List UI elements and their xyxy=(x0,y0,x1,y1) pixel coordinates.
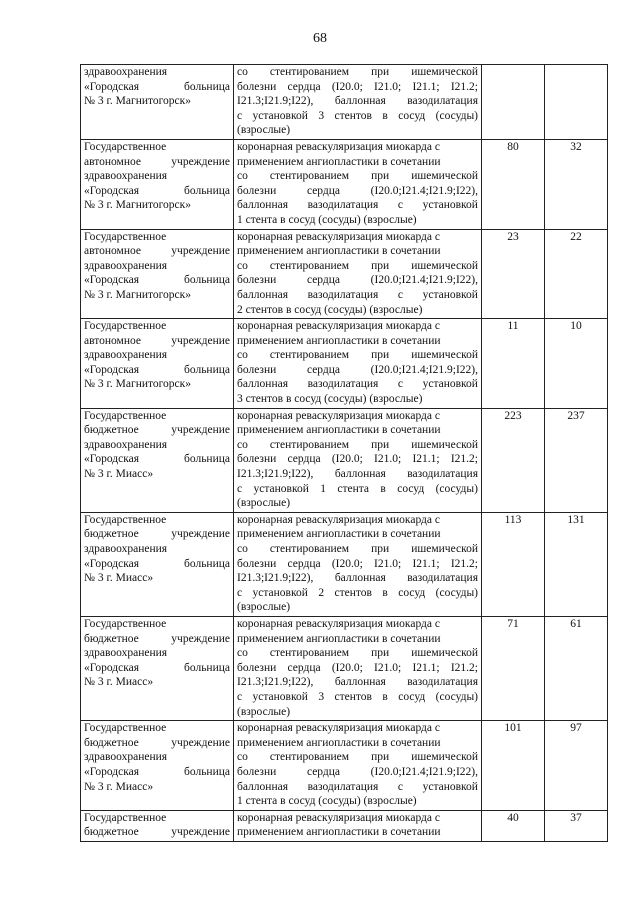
procedure-line xyxy=(237,586,478,601)
procedure-line: 1 стента в сосуд (сосуды) (взрослые) xyxy=(237,213,417,226)
procedure-cell xyxy=(234,319,482,409)
word: ишемической xyxy=(411,751,478,764)
procedure-line xyxy=(237,542,478,557)
word: (I20.0;I21.4;I21.9;I22), xyxy=(370,274,478,287)
word: с xyxy=(397,199,403,212)
word: I21.1; xyxy=(412,557,440,570)
table-row xyxy=(81,319,608,409)
word: I21.3;I21.9;I22), xyxy=(237,468,314,481)
procedure-line xyxy=(237,80,478,95)
organization-line xyxy=(84,825,230,840)
organization-cell xyxy=(81,408,234,512)
word: вазодилатация xyxy=(307,199,379,212)
word: бюджетное xyxy=(84,424,139,437)
word: сосуд xyxy=(398,690,426,703)
organization-cell xyxy=(81,810,234,841)
word: I21.3;I21.9;I22), xyxy=(237,572,314,585)
word: «Городская xyxy=(84,453,140,466)
organization-line xyxy=(84,557,230,572)
word: стентированием xyxy=(269,751,350,764)
word: больница xyxy=(184,363,230,376)
organization-cell xyxy=(81,512,234,616)
procedure-line: коронарная реваскуляризация миокарда с xyxy=(237,140,440,153)
word: учреждение xyxy=(171,632,230,645)
document-table xyxy=(80,64,608,842)
word: с xyxy=(237,109,243,122)
word: вазодилатация xyxy=(407,572,478,585)
word: (сосуды) xyxy=(435,109,478,122)
word: ишемической xyxy=(411,647,478,660)
word: автономное xyxy=(84,155,141,168)
procedure-line: применением ангиопластики в сочетании xyxy=(237,826,441,839)
word: в xyxy=(382,690,388,703)
word: со xyxy=(237,751,248,764)
procedure-line xyxy=(237,646,478,661)
word: при xyxy=(371,259,390,272)
table-row xyxy=(81,65,608,140)
word: баллонная xyxy=(237,199,288,212)
word: больница xyxy=(184,765,230,778)
word: в xyxy=(380,482,386,495)
word: I21.3;I21.9;I22), xyxy=(237,95,314,108)
procedure-cell xyxy=(234,408,482,512)
organization-line: здравоохранения xyxy=(84,751,168,764)
organization-line: Государственное xyxy=(84,409,167,422)
organization-line: Государственное xyxy=(84,230,167,243)
organization-line: Государственное xyxy=(84,513,167,526)
word: 1 xyxy=(320,482,326,495)
organization-line xyxy=(84,244,230,259)
procedure-line: коронарная реваскуляризация миокарда с xyxy=(237,513,440,526)
procedure-line xyxy=(237,259,478,274)
word: I21.0; xyxy=(374,80,402,93)
procedure-line: (взрослые) xyxy=(237,124,291,137)
value-cell-1 xyxy=(482,65,545,140)
word: вазодилатация xyxy=(307,780,379,793)
word: «Городская xyxy=(84,274,140,287)
word: стентов xyxy=(334,690,372,703)
word: при xyxy=(371,349,390,362)
organization-line: здравоохранения xyxy=(84,349,168,362)
organization-line xyxy=(84,363,230,378)
procedure-cell xyxy=(234,229,482,319)
procedure-line xyxy=(237,438,478,453)
word: учреждение xyxy=(171,245,230,258)
procedure-line xyxy=(237,109,478,124)
organization-line: здравоохранения xyxy=(84,170,168,183)
procedure-line: применением ангиопластики в сочетании xyxy=(237,334,441,347)
word: бюджетное xyxy=(84,736,139,749)
word: ишемической xyxy=(411,438,478,451)
table-body xyxy=(81,65,608,842)
procedure-line: применением ангиопластики в сочетании xyxy=(237,528,441,541)
word: установкой xyxy=(252,586,308,599)
organization-line: Государственное xyxy=(84,617,167,630)
word: ишемической xyxy=(411,66,478,78)
word: I21.2; xyxy=(450,661,478,674)
word: болезни xyxy=(237,274,277,287)
word: (сосуды) xyxy=(435,482,478,495)
word: установкой xyxy=(253,482,309,495)
procedure-line xyxy=(237,169,478,184)
procedure-line xyxy=(237,690,478,705)
word: учреждение xyxy=(171,424,230,437)
word: с xyxy=(397,780,403,793)
word: с xyxy=(397,288,403,301)
organization-line xyxy=(84,155,230,170)
procedure-line xyxy=(237,65,478,80)
word: «Городская xyxy=(84,80,140,93)
word: со xyxy=(237,66,248,78)
word: вазодилатация xyxy=(407,468,478,481)
organization-line xyxy=(84,765,230,780)
word: с xyxy=(237,482,243,495)
procedure-line: коронарная реваскуляризация миокарда с xyxy=(237,722,440,735)
procedure-line xyxy=(237,288,478,303)
word: больница xyxy=(184,80,230,93)
word: ишемической xyxy=(411,259,478,272)
page-number: 68 xyxy=(313,31,327,46)
word: «Городская xyxy=(84,363,140,376)
word: при xyxy=(371,751,390,764)
word: стентированием xyxy=(269,543,350,555)
word: 2 xyxy=(318,586,325,599)
table-row xyxy=(81,408,608,512)
procedure-line xyxy=(237,198,478,213)
organization-line: здравоохранения xyxy=(84,438,168,451)
word: сердца xyxy=(287,661,321,674)
procedure-line xyxy=(237,94,478,109)
organization-line: здравоохранения xyxy=(84,66,168,78)
word: I21.2; xyxy=(450,557,478,570)
procedure-line xyxy=(237,452,478,467)
word: болезни xyxy=(237,184,277,197)
word: стентированием xyxy=(269,259,350,272)
word: (сосуды) xyxy=(435,690,478,703)
word: при xyxy=(371,66,390,78)
word: I21.1; xyxy=(412,80,440,93)
organization-line xyxy=(84,334,230,349)
word: больница xyxy=(184,274,230,287)
procedure-line: коронарная реваскуляризация миокарда с xyxy=(237,230,440,243)
organization-line: здравоохранения xyxy=(84,647,168,660)
value-cell-1: 23 xyxy=(482,229,545,319)
word: баллонная xyxy=(237,288,288,301)
word: сердца xyxy=(287,453,321,466)
procedure-line xyxy=(237,363,478,378)
value-cell-1: 101 xyxy=(482,721,545,811)
procedure-line: применением ангиопластики в сочетании xyxy=(237,245,441,258)
word: (I20.0; xyxy=(331,453,363,466)
organization-line: № 3 г. Магнитогорск» xyxy=(84,378,191,391)
procedure-line xyxy=(237,571,478,586)
word: ишемической xyxy=(411,543,478,555)
word: ишемической xyxy=(411,170,478,183)
word: с xyxy=(397,378,403,391)
procedure-cell xyxy=(234,810,482,841)
word: сердца xyxy=(306,363,341,376)
procedure-line xyxy=(237,780,478,795)
organization-line: № 3 г. Миасс» xyxy=(84,572,154,585)
organization-line xyxy=(84,736,230,751)
word: I21.2; xyxy=(450,80,478,93)
organization-cell xyxy=(81,721,234,811)
word: болезни xyxy=(237,765,277,778)
word: баллонная xyxy=(237,378,288,391)
value-cell-2: 131 xyxy=(545,512,608,616)
word: вазодилатация xyxy=(407,95,478,108)
procedure-line: коронарная реваскуляризация миокарда с xyxy=(237,811,440,824)
organization-line xyxy=(84,452,230,467)
word: учреждение xyxy=(171,826,230,839)
word: I21.1; xyxy=(412,453,440,466)
organization-line: здравоохранения xyxy=(84,259,168,272)
procedure-line: коронарная реваскуляризация миокарда с xyxy=(237,409,440,422)
organization-line: № 3 г. Миасс» xyxy=(84,780,154,793)
value-cell-1: 40 xyxy=(482,810,545,841)
organization-line xyxy=(84,661,230,676)
value-cell-2: 37 xyxy=(545,810,608,841)
word: установкой xyxy=(422,199,478,212)
procedure-line xyxy=(237,273,478,288)
procedure-line xyxy=(237,348,478,363)
word: сосуд xyxy=(397,482,425,495)
organization-line xyxy=(84,527,230,542)
word: бюджетное xyxy=(84,826,139,839)
procedure-line: 3 стентов в сосуд (сосуды) (взрослые) xyxy=(237,393,423,406)
organization-cell xyxy=(81,139,234,229)
procedure-cell xyxy=(234,616,482,720)
word: стентированием xyxy=(269,438,350,451)
word: сердца xyxy=(287,557,321,570)
value-cell-1: 11 xyxy=(482,319,545,409)
organization-line: здравоохранения xyxy=(84,543,168,555)
word: баллонная xyxy=(334,95,386,108)
value-cell-1: 223 xyxy=(482,408,545,512)
table-row xyxy=(81,139,608,229)
organization-line xyxy=(84,184,230,199)
organization-cell xyxy=(81,616,234,720)
word: учреждение xyxy=(171,334,230,347)
word: стентов xyxy=(334,109,372,122)
organization-cell xyxy=(81,319,234,409)
word: (I20.0; xyxy=(331,661,363,674)
value-cell-1: 71 xyxy=(482,616,545,720)
word: вазодилатация xyxy=(307,288,379,301)
word: учреждение xyxy=(171,155,230,168)
word: стентированием xyxy=(269,66,350,78)
word: «Городская xyxy=(84,765,140,778)
word: больница xyxy=(184,184,230,197)
table-row xyxy=(81,229,608,319)
word: со xyxy=(237,438,248,451)
word: I21.0; xyxy=(374,557,402,570)
organization-line: Государственное xyxy=(84,811,167,824)
value-cell-1: 80 xyxy=(482,139,545,229)
word: баллонная xyxy=(334,676,386,689)
word: со xyxy=(237,543,248,555)
word: I21.3;I21.9;I22), xyxy=(237,676,314,689)
word: (I20.0; xyxy=(331,557,363,570)
word: сосуд xyxy=(398,586,426,599)
procedure-line: коронарная реваскуляризация миокарда с xyxy=(237,320,440,333)
word: «Городская xyxy=(84,557,140,570)
word: (I20.0; xyxy=(331,80,363,93)
word: баллонная xyxy=(237,780,288,793)
word: болезни xyxy=(237,453,277,466)
procedure-cell xyxy=(234,512,482,616)
word: со xyxy=(237,349,248,362)
organization-line: № 3 г. Миасс» xyxy=(84,468,154,481)
organization-cell xyxy=(81,229,234,319)
organization-line: № 3 г. Магнитогорск» xyxy=(84,95,191,108)
word: со xyxy=(237,647,248,660)
procedure-line xyxy=(237,765,478,780)
word: больница xyxy=(184,453,230,466)
word: при xyxy=(371,543,390,555)
organization-line: Государственное xyxy=(84,722,167,735)
procedure-line: применением ангиопластики в сочетании xyxy=(237,424,441,437)
procedure-line xyxy=(237,661,478,676)
word: сердца xyxy=(306,274,341,287)
word: бюджетное xyxy=(84,528,139,541)
value-cell-2: 237 xyxy=(545,408,608,512)
organization-line xyxy=(84,273,230,288)
procedure-line: применением ангиопластики в сочетании xyxy=(237,736,441,749)
word: стентов xyxy=(334,586,372,599)
word: стентированием xyxy=(269,647,350,660)
word: установкой xyxy=(252,690,308,703)
word: учреждение xyxy=(171,736,230,749)
table-row xyxy=(81,512,608,616)
word: (сосуды) xyxy=(435,586,478,599)
table-row xyxy=(81,721,608,811)
word: вазодилатация xyxy=(307,378,379,391)
word: с xyxy=(237,690,243,703)
word: сердца xyxy=(306,184,341,197)
word: ишемической xyxy=(411,349,478,362)
organization-line: № 3 г. Миасс» xyxy=(84,676,154,689)
word: стента xyxy=(337,482,370,495)
word: учреждение xyxy=(171,528,230,541)
value-cell-1: 113 xyxy=(482,512,545,616)
procedure-line xyxy=(237,557,478,572)
word: автономное xyxy=(84,334,141,347)
word: (I20.0;I21.4;I21.9;I22), xyxy=(370,765,478,778)
procedure-line: (взрослые) xyxy=(237,601,291,614)
word: установкой xyxy=(422,288,478,301)
word: со xyxy=(237,259,248,272)
procedure-line: 2 стентов в сосуд (сосуды) (взрослые) xyxy=(237,303,423,316)
value-cell-2: 22 xyxy=(545,229,608,319)
word: при xyxy=(371,170,390,183)
word: со xyxy=(237,170,248,183)
word: больница xyxy=(184,557,230,570)
procedure-line xyxy=(237,467,478,482)
procedure-line: (взрослые) xyxy=(237,497,291,510)
word: бюджетное xyxy=(84,632,139,645)
value-cell-2: 97 xyxy=(545,721,608,811)
procedure-line: применением ангиопластики в сочетании xyxy=(237,632,441,645)
organization-line: № 3 г. Магнитогорск» xyxy=(84,199,191,212)
word: I21.0; xyxy=(374,453,402,466)
word: вазодилатация xyxy=(407,676,478,689)
word: в xyxy=(382,109,388,122)
word: установкой xyxy=(422,780,478,793)
procedure-line xyxy=(237,750,478,765)
procedure-line xyxy=(237,184,478,199)
procedure-cell xyxy=(234,139,482,229)
procedure-line xyxy=(237,675,478,690)
word: (I20.0;I21.4;I21.9;I22), xyxy=(370,184,478,197)
word: с xyxy=(237,586,243,599)
word: «Городская xyxy=(84,661,140,674)
word: «Городская xyxy=(84,184,140,197)
word: в xyxy=(382,586,388,599)
word: стентированием xyxy=(269,349,350,362)
organization-line: Государственное xyxy=(84,320,167,333)
procedure-line: (взрослые) xyxy=(237,705,291,718)
organization-line: Государственное xyxy=(84,140,167,153)
word: сердца xyxy=(287,80,321,93)
word: автономное xyxy=(84,245,141,258)
value-cell-2: 10 xyxy=(545,319,608,409)
word: болезни xyxy=(237,80,277,93)
organization-cell xyxy=(81,65,234,140)
procedure-cell xyxy=(234,721,482,811)
organization-line: № 3 г. Магнитогорск» xyxy=(84,288,191,301)
word: больница xyxy=(184,661,230,674)
organization-line xyxy=(84,632,230,647)
value-cell-2 xyxy=(545,65,608,140)
word: баллонная xyxy=(334,572,386,585)
procedure-line xyxy=(237,482,478,497)
word: болезни xyxy=(237,661,277,674)
word: при xyxy=(371,647,390,660)
procedure-line xyxy=(237,377,478,392)
organization-line xyxy=(84,80,230,95)
word: сосуд xyxy=(398,109,426,122)
word: болезни xyxy=(237,363,277,376)
word: болезни xyxy=(237,557,277,570)
value-cell-2: 61 xyxy=(545,616,608,720)
procedure-line: 1 стента в сосуд (сосуды) (взрослые) xyxy=(237,795,417,808)
word: баллонная xyxy=(334,468,386,481)
word: I21.0; xyxy=(374,661,402,674)
word: I21.1; xyxy=(412,661,440,674)
word: I21.2; xyxy=(450,453,478,466)
value-cell-2: 32 xyxy=(545,139,608,229)
word: 3 xyxy=(318,109,325,122)
word: установкой xyxy=(252,109,308,122)
procedure-cell xyxy=(234,65,482,140)
procedure-line: коронарная реваскуляризация миокарда с xyxy=(237,617,440,630)
procedure-line: применением ангиопластики в сочетании xyxy=(237,155,441,168)
table-row xyxy=(81,616,608,720)
word: стентированием xyxy=(269,170,350,183)
word: (I20.0;I21.4;I21.9;I22), xyxy=(370,363,478,376)
word: при xyxy=(371,438,390,451)
table-row xyxy=(81,810,608,841)
word: установкой xyxy=(422,378,478,391)
word: сердца xyxy=(306,765,341,778)
word: 3 xyxy=(318,690,325,703)
organization-line xyxy=(84,423,230,438)
